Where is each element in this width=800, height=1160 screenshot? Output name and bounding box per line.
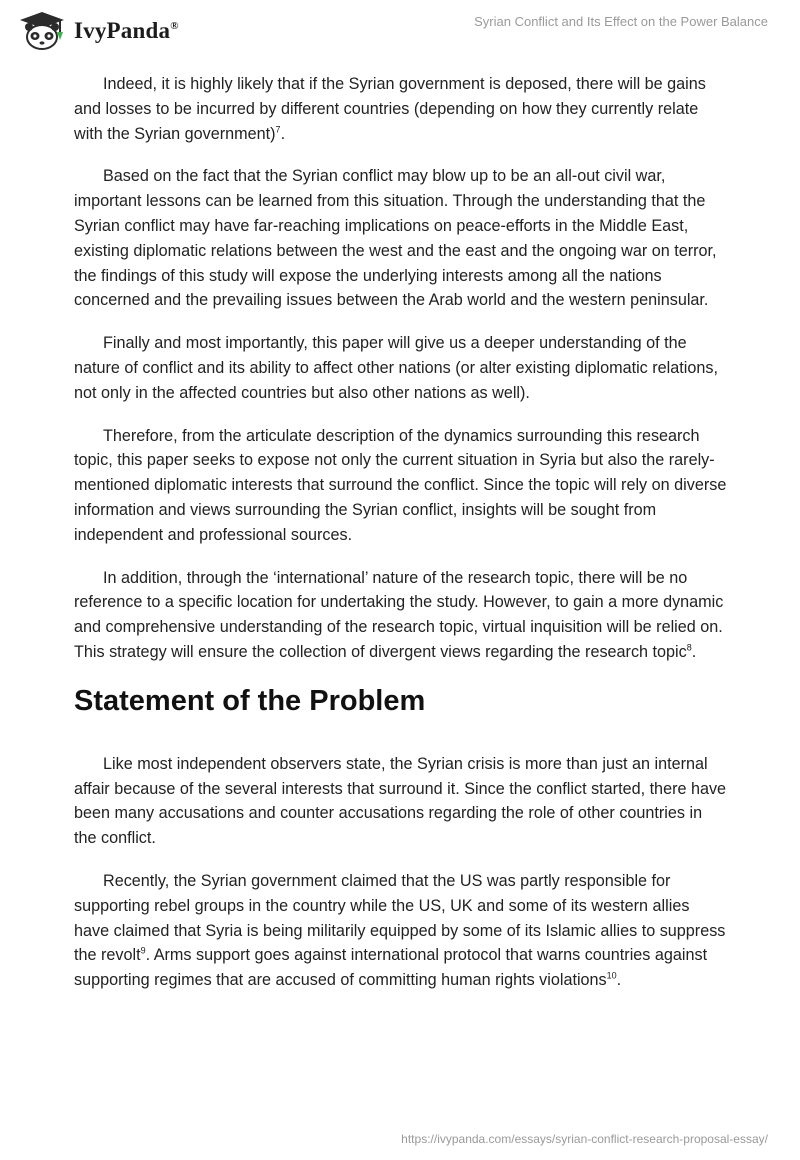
paragraph: In addition, through the ‘international’ nature of the research topic, there will be no reference to a specific location for undertaking the study. However, to gain a more dynamic and comprehensive understanding of the research topic, virtual inquisition will be relied on. This strategy will ensure the collection of divergent views regarding the research topic$^8$. [74, 568, 724, 661]
paragraph: Recently, the Syrian government claimed that the US was partly responsible for supporting rebel groups in the country while the US, UK and some of its western allies have claimed that Syria is being militarily equipped by some of its Islamic allies to suppress the revolt$^9$. Arms support goes against international protocol that warns countries against supporting regimes that are accused of committing human rights violations$^{10}$. [74, 871, 726, 990]
paragraph: Indeed, it is highly likely that if the Syrian government is deposed, there will be gains and losses to be incurred by different countries (depending on how they currently relate with the Syrian government)$^7$. [74, 75, 706, 143]
footnote-ref[interactable]: 7 [275, 124, 281, 135]
footnote-ref[interactable]: 10 [606, 970, 617, 981]
document-title: Syrian Conflict and Its Effect on the Power Balance [474, 14, 768, 29]
section-heading: Statement of the Problem [74, 684, 426, 717]
footnote-ref[interactable]: 8 [686, 642, 692, 653]
paragraph: Therefore, from the articulate description of the dynamics surrounding this research topic, this paper seeks to expose not only the current situation in Syria but also the rarely-mentioned diplomatic interests that surround the conflict. Since the topic will rely on diverse information and views surrounding the Syrian conflict, insights will be sought from independent and professional sources. [74, 426, 727, 544]
brand-logo[interactable] [14, 10, 179, 52]
paragraph: Finally and most importantly, this paper will give us a deeper understanding of the nature of conflict and its ability to affect other nations (or alter existing diplomatic relations, not only in the affected countries but also other nations as well). [74, 334, 718, 402]
paragraph: Like most independent observers state, the Syrian crisis is more than just an internal affair because of the several interests that surround it. Since the conflict started, there have been many accusations and counter accusations regarding the role of other countries in the conflict. [74, 754, 727, 848]
brand-name: IvyPanda® [74, 18, 179, 43]
footnote-ref[interactable]: 9 [140, 945, 146, 956]
essay-body [74, 72, 729, 1011]
source-url[interactable]: https://ivypanda.com/essays/syrian-conflict-research-proposal-essay/ [401, 1132, 768, 1146]
panda-graduate-logo-icon [14, 10, 70, 52]
paragraph: Based on the fact that the Syrian conflict may blow up to be an all-out civil war, important lessons can be learned from this situation. Through the understanding that the Syrian conflict may have far-reaching implications on peace-efforts in the Middle East, existing diplomatic relations between the west and the east and the ongoing war on terror, the findings of this study will expose the underlying interests among all the nations concerned and the prevailing issues between the Arab world and the western peninsular. [74, 167, 717, 310]
